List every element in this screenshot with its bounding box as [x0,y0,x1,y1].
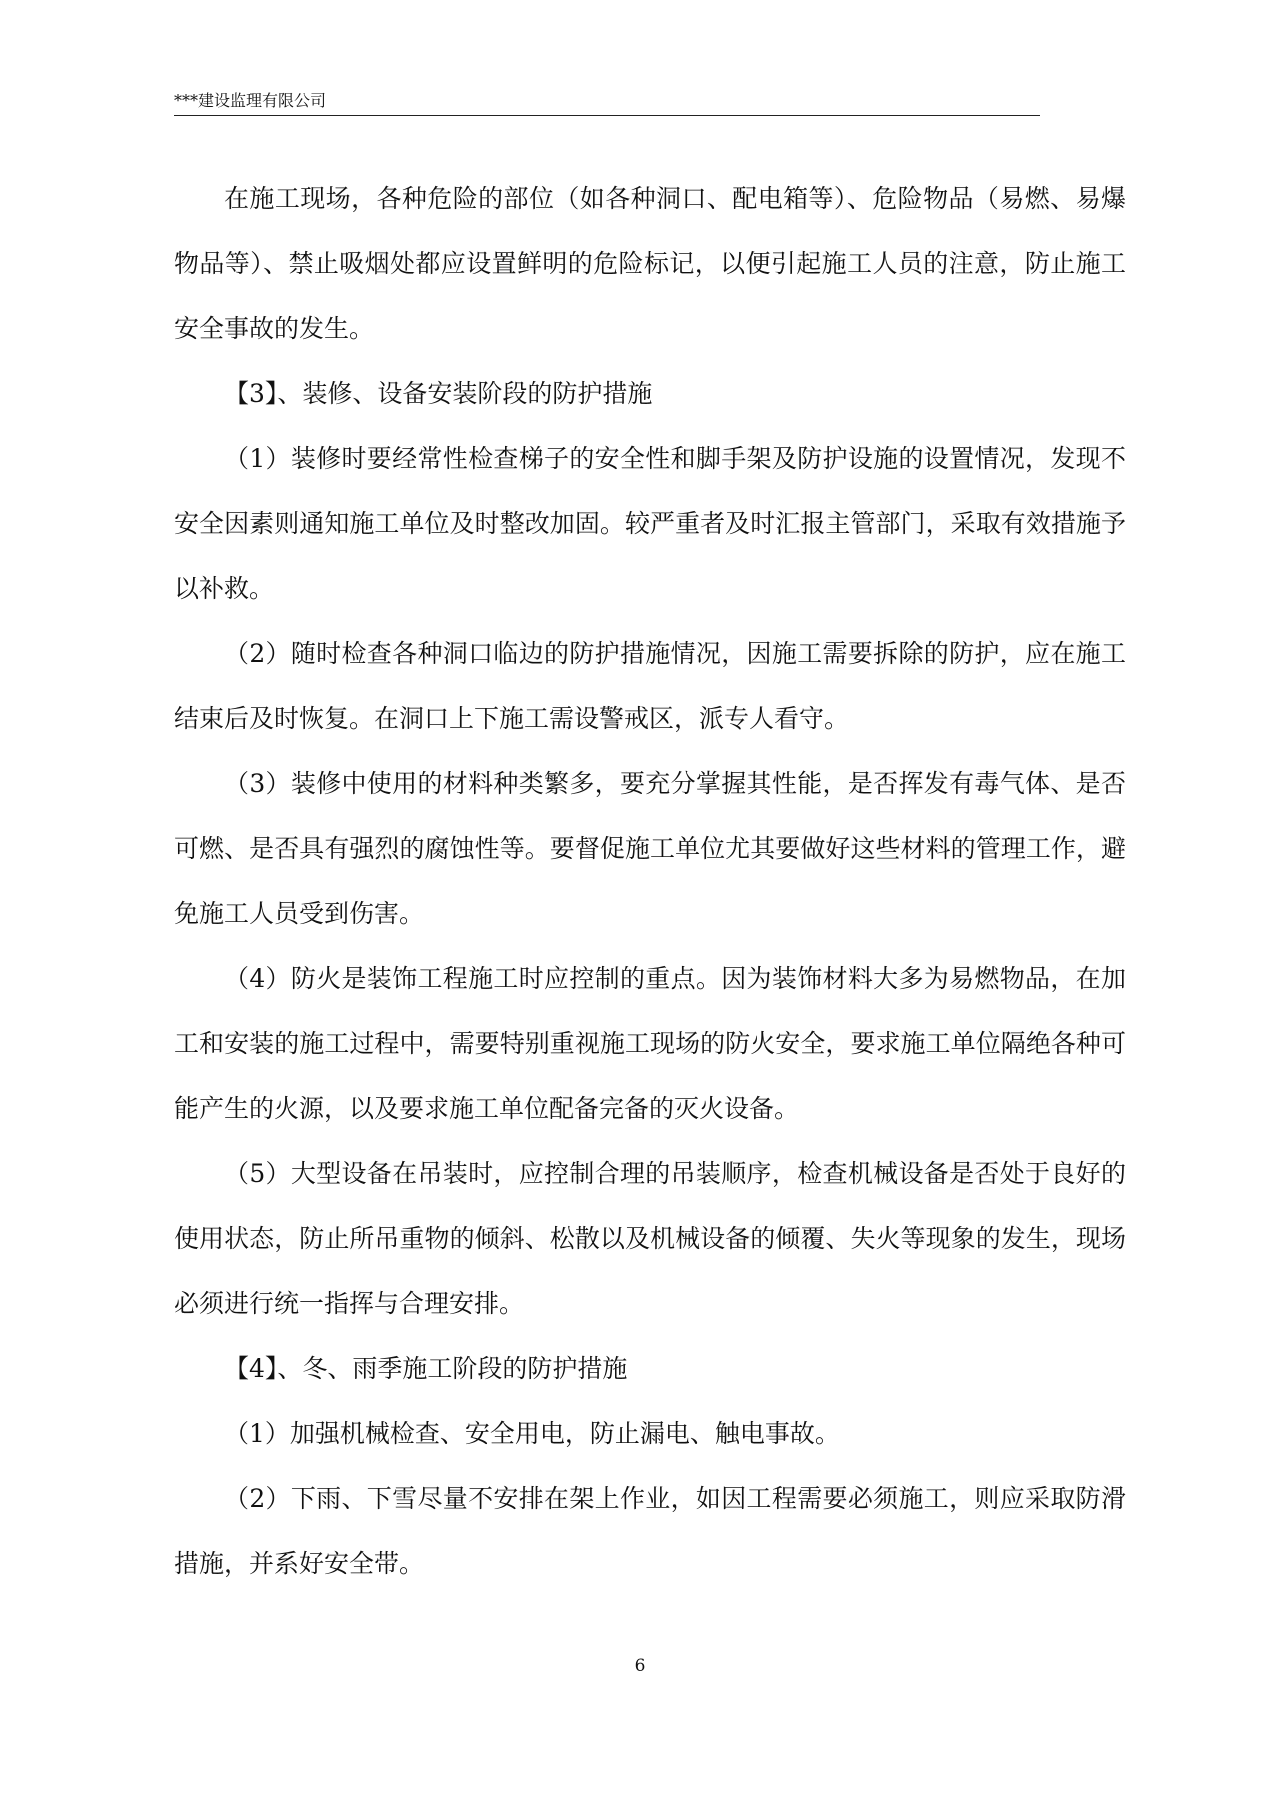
section-3-item-1: （1）装修时要经常性检查梯子的安全性和脚手架及防护设施的设置情况，发现不安全因素则通知施工单位及时整改加固。较严重者及时汇报主管部门，采取有效措施予以补救。 [174,444,1126,603]
section-3-item-2: （2）随时检查各种洞口临边的防护措施情况，因施工需要拆除的防护，应在施工结束后及时恢复。在洞口上下施工需设警戒区，派专人看守。 [174,639,1126,733]
document-body [174,166,1126,1596]
section-3-heading: 【3】、装修、设备安装阶段的防护措施 [224,379,653,408]
section-4-item-1: （1）加强机械检查、安全用电，防止漏电、触电事故。 [224,1419,840,1448]
intro-paragraph: 在施工现场，各种危险的部位（如各种洞口、配电箱等）、危险物品（易燃、易爆物品等）、禁止吸烟处都应设置鲜明的危险标记，以便引起施工人员的注意，防止施工安全事故的发生。 [174,184,1126,343]
header-company-name: ***建设监理有限公司 [174,91,327,110]
page-header [174,91,1040,116]
page-number: 6 [634,1656,646,1676]
section-3-item-5: （5）大型设备在吊装时，应控制合理的吊装顺序，检查机械设备是否处于良好的使用状态，防止所吊重物的倾斜、松散以及机械设备的倾覆、失火等现象的发生，现场必须进行统一指挥与合理安排。 [174,1159,1126,1318]
section-3-item-4: （4）防火是装饰工程施工时应控制的重点。因为装饰材料大多为易燃物品，在加工和安装的施工过程中，需要特别重视施工现场的防火安全，要求施工单位隔绝各种可能产生的火源，以及要求施工单位配备完备的灭火设备。 [174,964,1126,1123]
section-4-item-2: （2）下雨、下雪尽量不安排在架上作业，如因工程需要必须施工，则应采取防滑措施，并系好安全带。 [174,1484,1126,1578]
section-4-heading: 【4】、冬、雨季施工阶段的防护措施 [224,1354,628,1383]
section-3-item-3: （3）装修中使用的材料种类繁多，要充分掌握其性能，是否挥发有毒气体、是否可燃、是否具有强烈的腐蚀性等。要督促施工单位尤其要做好这些材料的管理工作，避免施工人员受到伤害。 [174,769,1126,928]
